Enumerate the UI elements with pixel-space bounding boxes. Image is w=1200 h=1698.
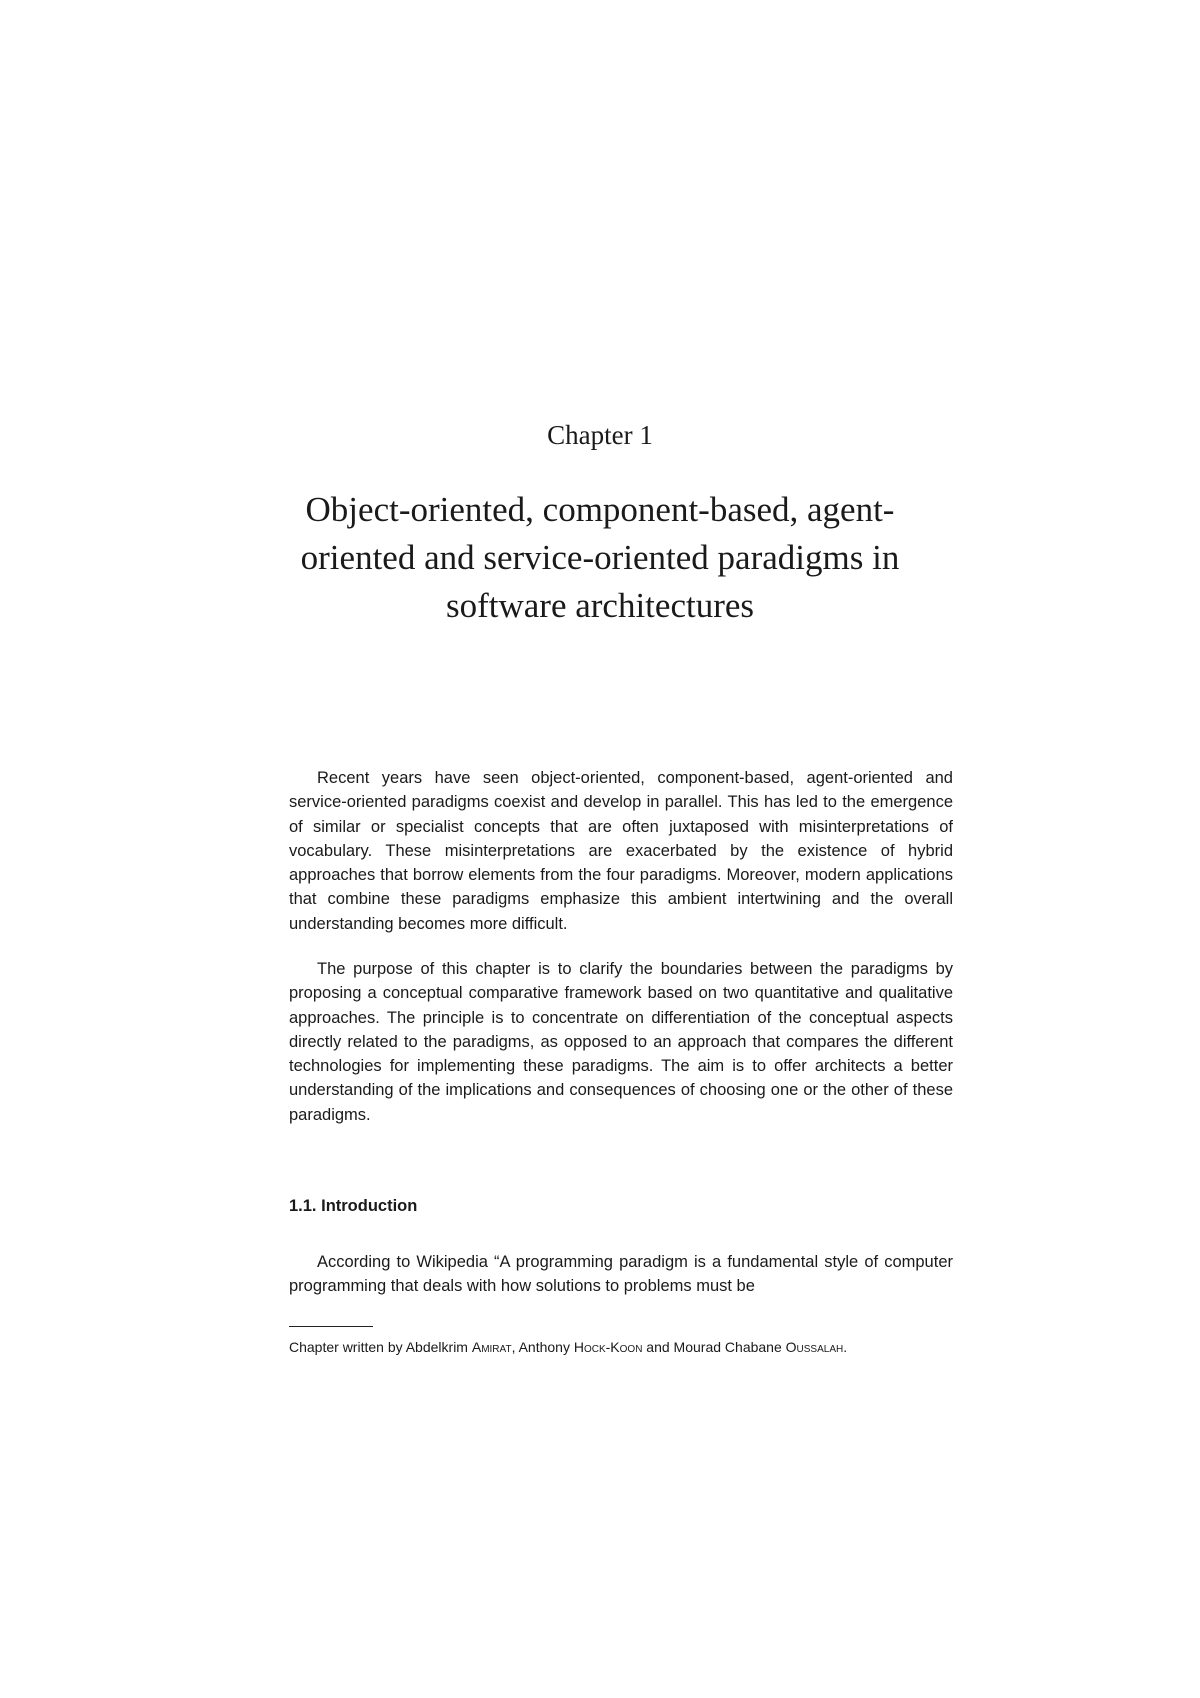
footnote-author-2: Hock-Koon	[573, 1339, 643, 1355]
footnote-suffix: .	[843, 1339, 848, 1355]
footnote	[289, 1336, 953, 1358]
chapter-title: Object-oriented, component-based, agent-oriented and service-oriented paradigms in software architectures	[300, 490, 900, 625]
intro-paragraph-text: According to Wikipedia “A programming paradigm is a fundamental style of computer programming that deals with how solutions to problems must be	[289, 1253, 953, 1296]
footnote-divider	[289, 1326, 373, 1327]
section-heading: 1.1. Introduction	[289, 1197, 418, 1215]
abstract-paragraph-2-text: The purpose of this chapter is to clarify the boundaries between the paradigms by proposing a conceptual comparative framework based on two quantitative and qualitative approaches. The principle is to concentrate on differentiation of the conceptual aspects directly related to the paradigms, as opposed to an approach that compares the different technologies for implementing these paradigms. The aim is to offer architects a better understanding of the implications and consequences of choosing one or the other of these paradigms.	[289, 960, 953, 1124]
footnote-prefix: Chapter written by Abdelkrim	[289, 1339, 468, 1355]
intro-paragraph	[289, 1250, 953, 1299]
abstract-paragraph-1-text: Recent years have seen object-oriented, component-based, agent-oriented and service-oriented paradigms coexist and develop in parallel. This has led to the emergence of similar or specialist concepts that are often juxtaposed with misinterpretations of vocabulary. These misinterpretations are exacerbated by the existence of hybrid approaches that borrow elements from the four paradigms. Moreover, modern applications that combine these paradigms emphasize this ambient intertwining and the overall understanding becomes more difficult.	[289, 769, 953, 933]
footnote-author-3: Oussalah	[785, 1339, 844, 1355]
chapter-label: Chapter 1	[547, 420, 653, 450]
footnote-separator-1: , Anthony	[511, 1339, 570, 1355]
footnote-separator-2: and Mourad Chabane	[642, 1339, 782, 1355]
abstract-paragraph-1	[289, 766, 953, 936]
abstract-paragraph-2	[289, 957, 953, 1127]
footnote-author-1: Amirat	[471, 1339, 512, 1355]
